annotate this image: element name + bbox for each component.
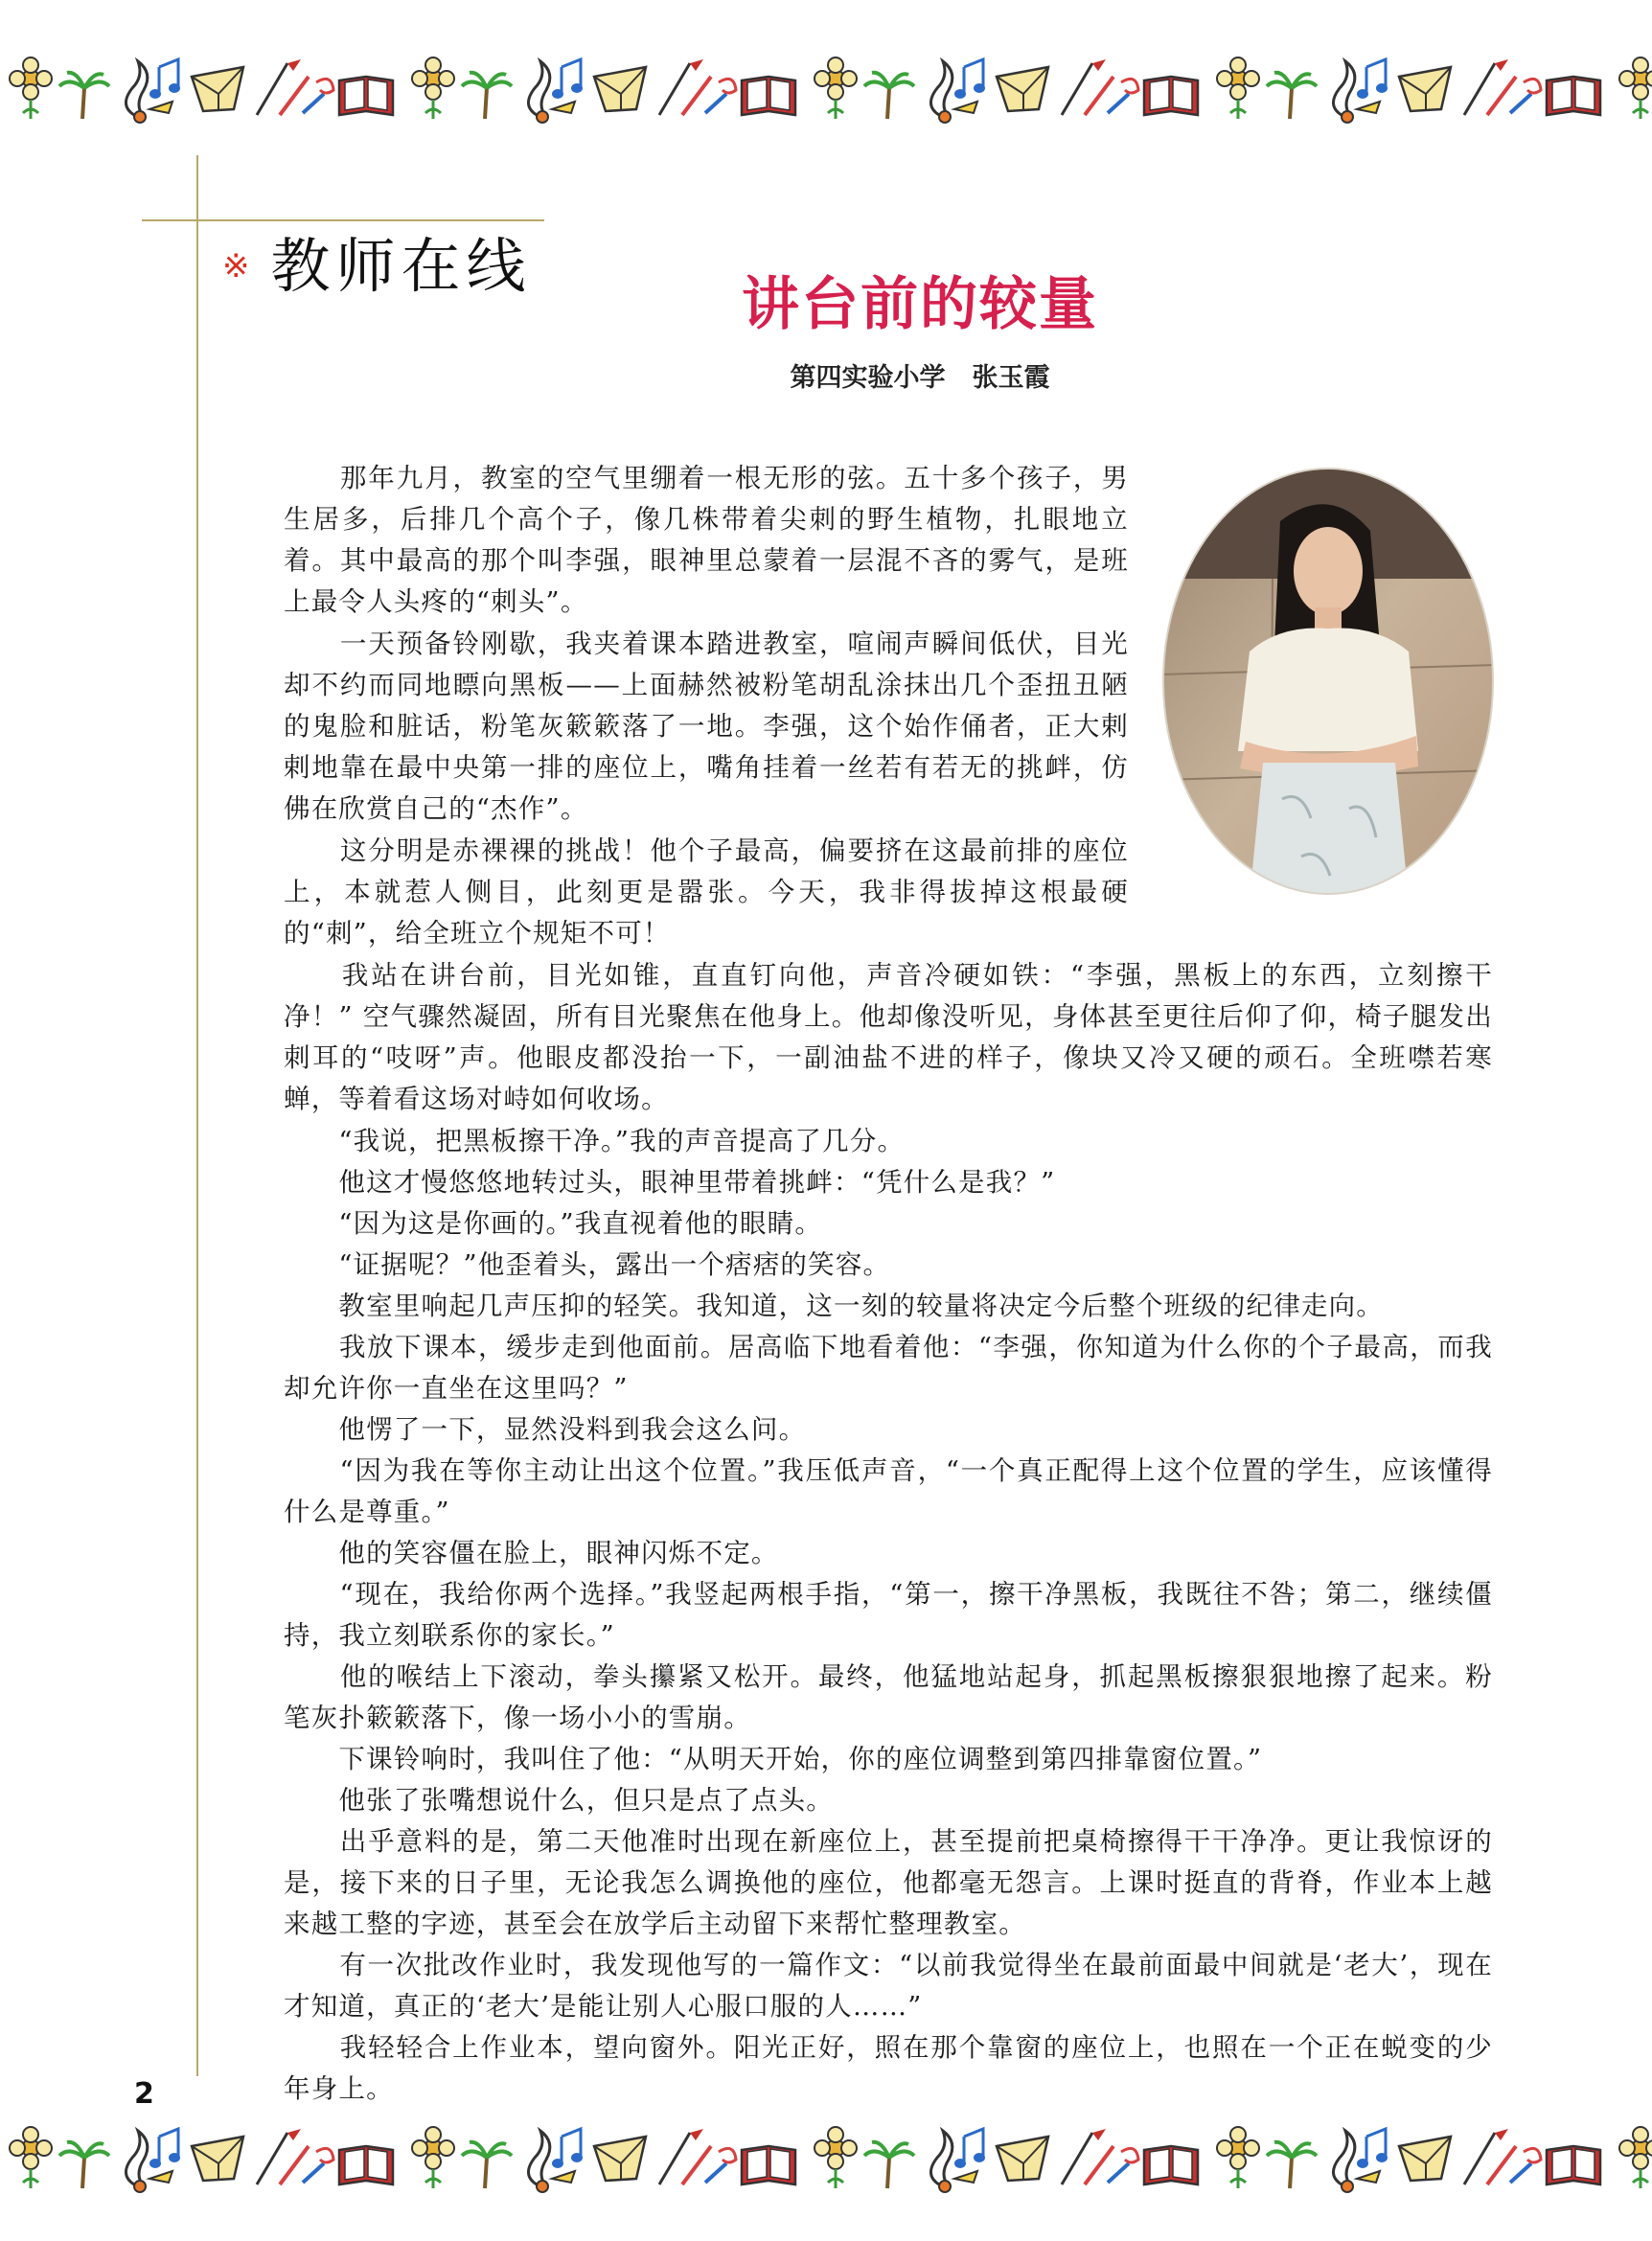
paragraph-17: 他张了张嘴想说什么，但只是点了点头。 — [284, 1785, 834, 1816]
paragraph-8: “证据呢？”他歪着头，露出一个痞痞的笑容。 — [284, 1249, 891, 1280]
paragraph-13: 他的笑容僵在脸上，眼神闪烁不定。 — [284, 1538, 779, 1568]
paragraph-10: 我放下课本，缓步走到他面前。居高临下地看着他：“李强，你知道为什么你的个子最高，而我却允许你一直坐在这里吗？” — [284, 1332, 1493, 1404]
page-number: 2 — [134, 2077, 154, 2111]
paragraph-18: 出乎意料的是，第二天他准时出现在新座位上，甚至提前把桌椅擦得干干净净。更让我惊讶的是，接下来的日子里，无论我怎么调换他的座位，他都毫无怨言。上课时挺直的背脊，作业本上越来越工整的字迹，甚至会在放学后主动留下来帮忙整理教室。 — [284, 1826, 1493, 1939]
section-header — [222, 228, 532, 305]
article-title: 讲台前的较量 — [742, 271, 1098, 338]
author-portrait-image — [1158, 464, 1499, 899]
reference-mark-icon: ※ — [222, 247, 250, 286]
author-name: 张玉霞 — [972, 363, 1050, 393]
paragraph-2: 一天预备铃刚歇，我夹着课本踏进教室，喧闹声瞬间低伏，目光却不约而同地瞟向黑板——上面赫然被粉笔胡乱涂抹出几个歪扭丑陋的鬼脸和脏话，粉笔灰簌簌落了一地。李强，这个始作俑者，正大剌剌地靠在最中央第一排的座位上，嘴角挂着一丝若有若无的挑衅，仿佛在欣赏自己的“杰作”。 — [284, 629, 1129, 824]
paragraph-20: 我轻轻合上作业本，望向窗外。阳光正好，照在那个靠窗的座位上，也照在一个正在蜕变的少年身上。 — [284, 2032, 1493, 2104]
paragraph-14: “现在，我给你两个选择。”我竖起两根手指，“第一，擦干净黑板，我既往不咎；第二，继续僵持，我立刻联系你的家长。” — [284, 1579, 1493, 1651]
decorative-border-bottom — [0, 2108, 1652, 2213]
paragraph-6: 他这才慢悠悠地转过头，眼神里带着挑衅：“凭什么是我？” — [284, 1167, 1056, 1198]
paragraph-12: “因为我在等你主动让出这个位置。”我压低声音，“一个真正配得上这个位置的学生，应该懂得什么是尊重。” — [284, 1455, 1493, 1527]
paragraph-4: 我站在讲台前，目光如锥，直直钉向他，声音冷硬如铁：“李强，黑板上的东西，立刻擦干净！” 空气骤然凝固，所有目光聚焦在他身上。他却像没听见，身体甚至更往后仰了仰，椅子腿发出刺耳的“吱呀”声。他眼皮都没抬一下，一副油盐不进的样子，像块又冷又硬的顽石。全班噤若寒蝉，等着看这场对峙如何收场。 — [284, 960, 1493, 1114]
vertical-rule — [196, 155, 198, 2076]
paragraph-11: 他愣了一下，显然没料到我会这么问。 — [284, 1414, 807, 1445]
byline — [671, 356, 1169, 394]
paragraph-19: 有一次批改作业时，我发现他写的一篇作文：“以前我觉得坐在最前面最中间就是‘老大’，现在才知道，真正的‘老大’是能让别人心服口服的人……” — [284, 1950, 1493, 2022]
border-pattern-bottom — [0, 2108, 1652, 2213]
section-label: 教师在线 — [270, 231, 532, 301]
paragraph-7: “因为这是你画的。”我直视着他的眼睛。 — [284, 1208, 823, 1239]
author-photo — [1158, 464, 1499, 899]
paragraph-1: 那年九月，教室的空气里绷着一根无形的弦。五十多个孩子，男生居多，后排几个高个子，像几株带着尖刺的野生植物，扎眼地立着。其中最高的那个叫李强，眼神里总蒙着一层混不吝的雾气，是班上最令人头疼的“刺头”。 — [284, 463, 1129, 617]
paragraph-5: “我说，把黑板擦干净。”我的声音提高了几分。 — [284, 1126, 906, 1156]
decorative-border-top — [0, 38, 1652, 144]
paragraph-3: 这分明是赤裸裸的挑战！他个子最高，偏要挤在这最前排的座位上，本就惹人侧目，此刻更是嚣张。今天，我非得拔掉这根最硬的“刺”，给全班立个规矩不可！ — [284, 835, 1129, 949]
paragraph-9: 教室里响起几声压抑的轻笑。我知道，这一刻的较量将决定今后整个班级的纪律走向。 — [284, 1291, 1384, 1321]
paragraph-15: 他的喉结上下滚动，拳头攥紧又松开。最终，他猛地站起身，抓起黑板擦狠狠地擦了起来。粉笔灰扑簌簌落下，像一场小小的雪崩。 — [284, 1661, 1493, 1733]
author-school: 第四实验小学 — [790, 363, 946, 393]
horizontal-rule — [142, 219, 544, 221]
paragraph-16: 下课铃响时，我叫住了他：“从明天开始，你的座位调整到第四排靠窗位置。” — [284, 1744, 1263, 1774]
border-pattern-top — [0, 38, 1652, 144]
